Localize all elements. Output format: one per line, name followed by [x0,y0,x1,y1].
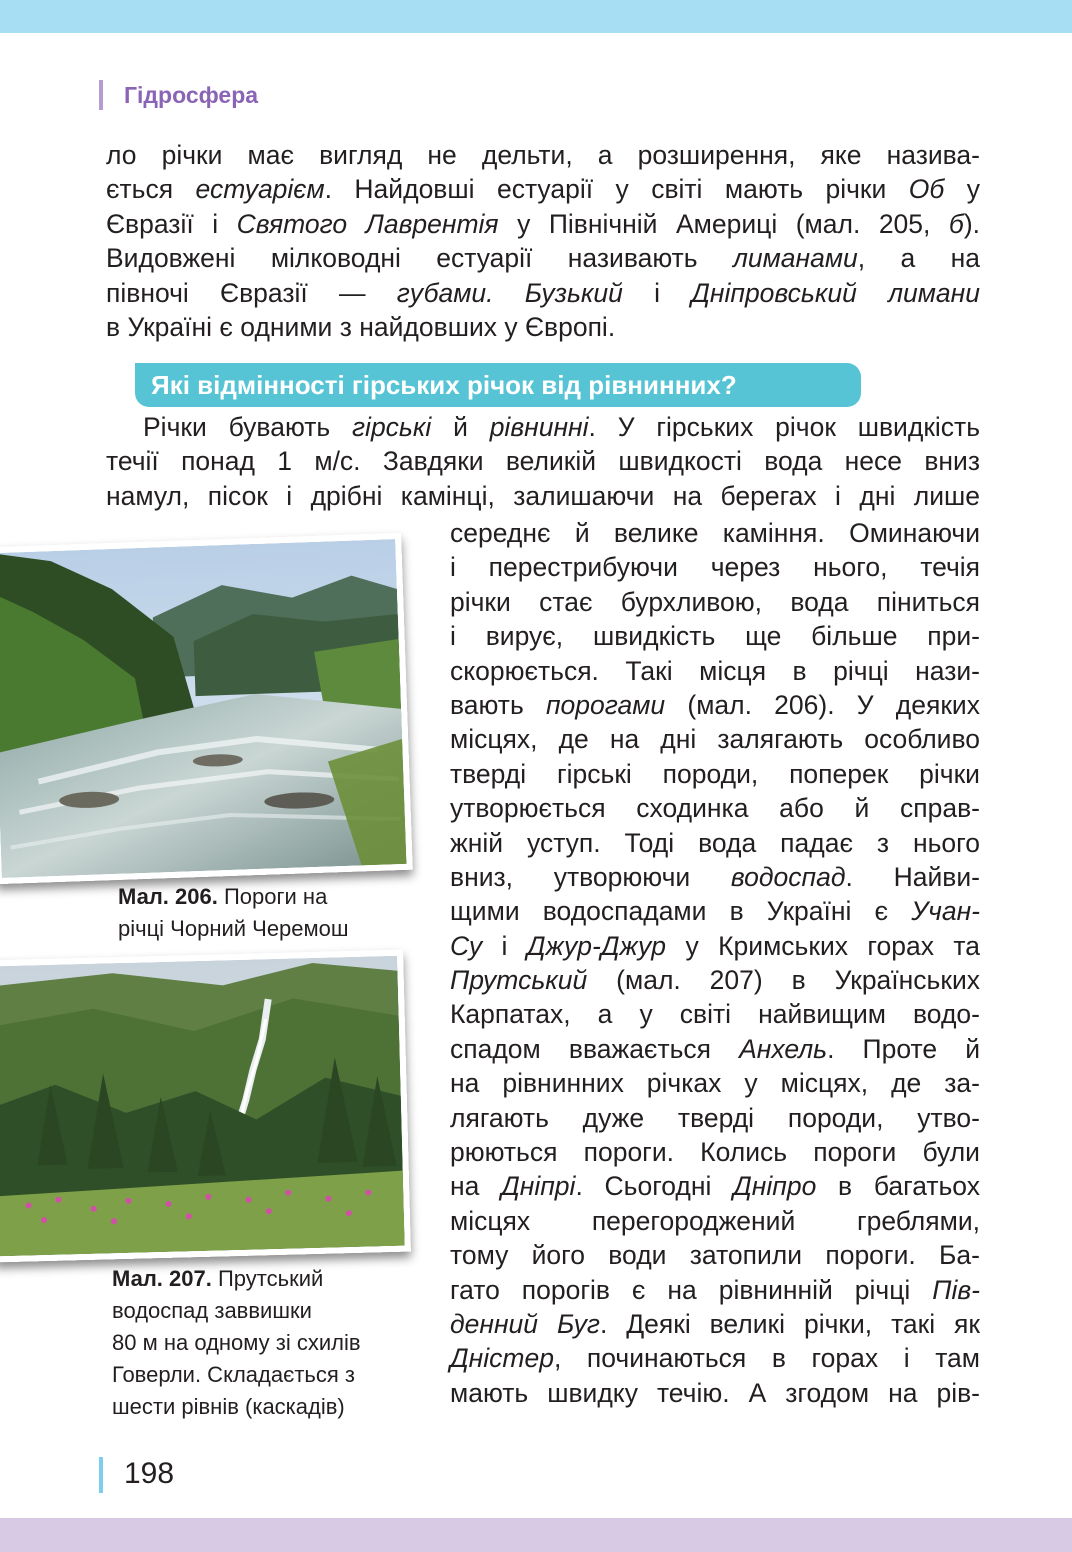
text-run: й [431,412,490,442]
text-line [450,757,980,791]
text-run: середнє й велике каміння. Оминаючи [450,518,980,548]
text-run: гато порогів є на рівнинній річці [450,1274,933,1305]
text-line [450,963,980,997]
text-line [450,894,980,928]
italic-term: денний Буг [450,1308,600,1339]
intro-paragraph [106,138,980,344]
italic-term: губами. Бузький [396,277,623,308]
text-line [450,550,980,584]
figure-207-caption-line-4: Говерли. Складається з [112,1362,355,1387]
italic-term: б [948,208,964,239]
text-line [450,997,980,1031]
text-run: , починаються в горах і там [553,1343,980,1374]
text-run: . Сьогодні [575,1171,734,1202]
section-title: Гідросфера [124,82,259,108]
text-line [450,791,980,825]
waterfall-photo [0,950,411,1263]
text-line [450,1169,980,1203]
text-line [450,1204,980,1238]
text-run: у Північній Америці (мал. 205, [498,208,949,239]
text-line [450,826,980,860]
italic-term: Дніпрі [501,1171,576,1202]
text-run: у Кримських горах та [666,930,980,961]
text-run: Карпатах, а у світі найвищим водо- [450,999,980,1030]
italic-term: Пів- [932,1274,980,1305]
text-run: . Найви- [845,861,980,892]
italic-term: Прутський [450,965,588,996]
figure-206-label: Мал. 206. [118,884,218,909]
text-line [450,585,980,619]
rivers-paragraph-column [450,516,980,1410]
text-run: . Найдовші естуарії у світі мають річки [324,174,909,205]
text-run: ло річки має вигляд не дельти, а розширення, яке назива- [106,140,980,170]
text-line [106,444,980,478]
text-run: в багатьох [816,1171,980,1202]
text-line [450,516,980,550]
text-run: (мал. 207) в Українських [587,965,980,996]
text-line [106,172,980,206]
text-run: . Проте й [827,1033,980,1064]
text-run: і [622,277,692,308]
text-run: . Деякі великі річки, такі як [599,1308,980,1339]
figure-207-caption-line-5: шести рівнів (каскадів) [112,1394,345,1419]
italic-term: Джур-Джур [526,930,667,961]
text-run: Видовжені мілководні естуарії називають [106,243,733,274]
text-line [106,276,980,310]
italic-term: Анхель [739,1033,828,1064]
text-run: на [450,1171,502,1202]
text-run: тверді гірські породи, поперек річки [450,758,980,789]
text-line [450,929,980,963]
question-heading-text: Які відмінності гірських річок від рівнинних? [151,370,737,400]
text-line [450,1135,980,1169]
text-line [450,1376,980,1410]
text-run: спадом вважається [450,1033,740,1064]
figure-206-caption-line-2: річці Чорний Черемош [118,916,349,941]
text-run: течії понад 1 м/с. Завдяки великій швидкості вода несе вниз [106,446,980,477]
figure-207-caption [112,1263,422,1423]
text-run: . У гірських річок швидкість [588,412,980,442]
text-run: ється [106,174,196,205]
page-number-marker [99,1457,103,1493]
text-line [450,722,980,756]
figure-207-caption-line-1: Прутський [211,1266,324,1291]
italic-term: естуарієм [195,174,325,205]
text-line [450,1341,980,1375]
italic-term: Святого Лаврентія [236,208,499,239]
river-rapids-image [0,539,407,878]
text-run: намул, пісок і дрібні камінці, залишаючи на берегах і дні лише [106,480,980,511]
text-run: , а на [857,243,981,274]
rivers-paragraph-top [106,410,980,513]
text-line [450,1101,980,1135]
text-line [106,207,980,241]
text-run: і перестрибуючи через нього, течія [450,552,980,583]
text-run: місцях перегороджений греблями, [450,1205,980,1236]
italic-term: водоспад [730,861,846,892]
italic-term: лиманами [732,243,858,274]
bottom-color-band [0,1518,1072,1552]
text-line [106,310,980,344]
text-run: місцях, де на дні залягають особливо [450,724,980,755]
text-run: вниз, утворюючи [450,861,731,892]
river-rapids-photo [0,533,413,884]
text-run: щими водоспадами в Україні є [450,896,912,927]
figure-206-caption [118,881,418,945]
text-line [106,138,980,172]
text-line [106,479,980,513]
text-run: жній уступ. Тоді вода падає з нього [450,827,980,858]
text-line [450,1066,980,1100]
text-line [450,654,980,688]
italic-term: гірські [351,412,432,442]
top-color-band [0,0,1072,33]
italic-term: Су [450,930,483,961]
italic-term: порогами [545,689,666,720]
italic-term: Дністер [450,1343,554,1374]
text-run: мають швидку течію. А згодом на рів- [450,1377,980,1408]
text-run: річки стає бурхливою, вода піниться [450,586,980,617]
text-run: утворюється сходинка або й справ- [450,793,980,824]
text-line [450,1032,980,1066]
text-run: в Україні є одними з найдовших у Європі. [106,311,616,342]
text-run: півночі Євразії — [106,277,397,308]
text-run: Річки бувають [143,412,352,442]
section-marker [99,80,103,110]
text-run: рюються пороги. Колись пороги були [450,1137,980,1168]
text-run: ). [963,208,980,239]
italic-term: рівнинні [489,412,589,442]
text-run: вають [450,689,546,720]
text-run: на рівнинних річках у місцях, де за- [450,1068,980,1099]
figure-207-label: Мал. 207. [112,1266,212,1291]
text-line [450,688,980,722]
text-line [450,1238,980,1272]
text-run: лягають дуже тверді породи, утво- [450,1102,980,1133]
text-run: Євразії і [106,208,237,239]
text-line [450,860,980,894]
text-line [450,619,980,653]
waterfall-image [0,956,405,1257]
text-line [106,410,980,444]
italic-term: Дніпро [733,1171,817,1202]
question-heading [135,363,861,407]
figure-206-caption-line-1: Пороги на [217,884,328,909]
text-run: скорюється. Такі місця в річці нази- [450,655,980,686]
text-run: (мал. 206). У деяких [665,689,980,720]
text-run: і [482,930,527,961]
italic-term: Дніпровський лимани [691,277,980,308]
text-run: тому його води затопили пороги. Ба- [450,1240,980,1271]
figure-207-caption-line-3: 80 м на одному зі схилів [112,1330,361,1355]
figure-207-caption-line-2: водоспад заввишки [112,1298,312,1323]
page-number: 198 [124,1457,175,1490]
text-run: і вирує, швидкість ще більше при- [450,621,980,652]
italic-term: Об [908,174,945,205]
text-line [450,1307,980,1341]
italic-term: Учан- [911,896,980,927]
text-run: у [944,174,980,205]
text-line [106,241,980,275]
text-line [450,1273,980,1307]
